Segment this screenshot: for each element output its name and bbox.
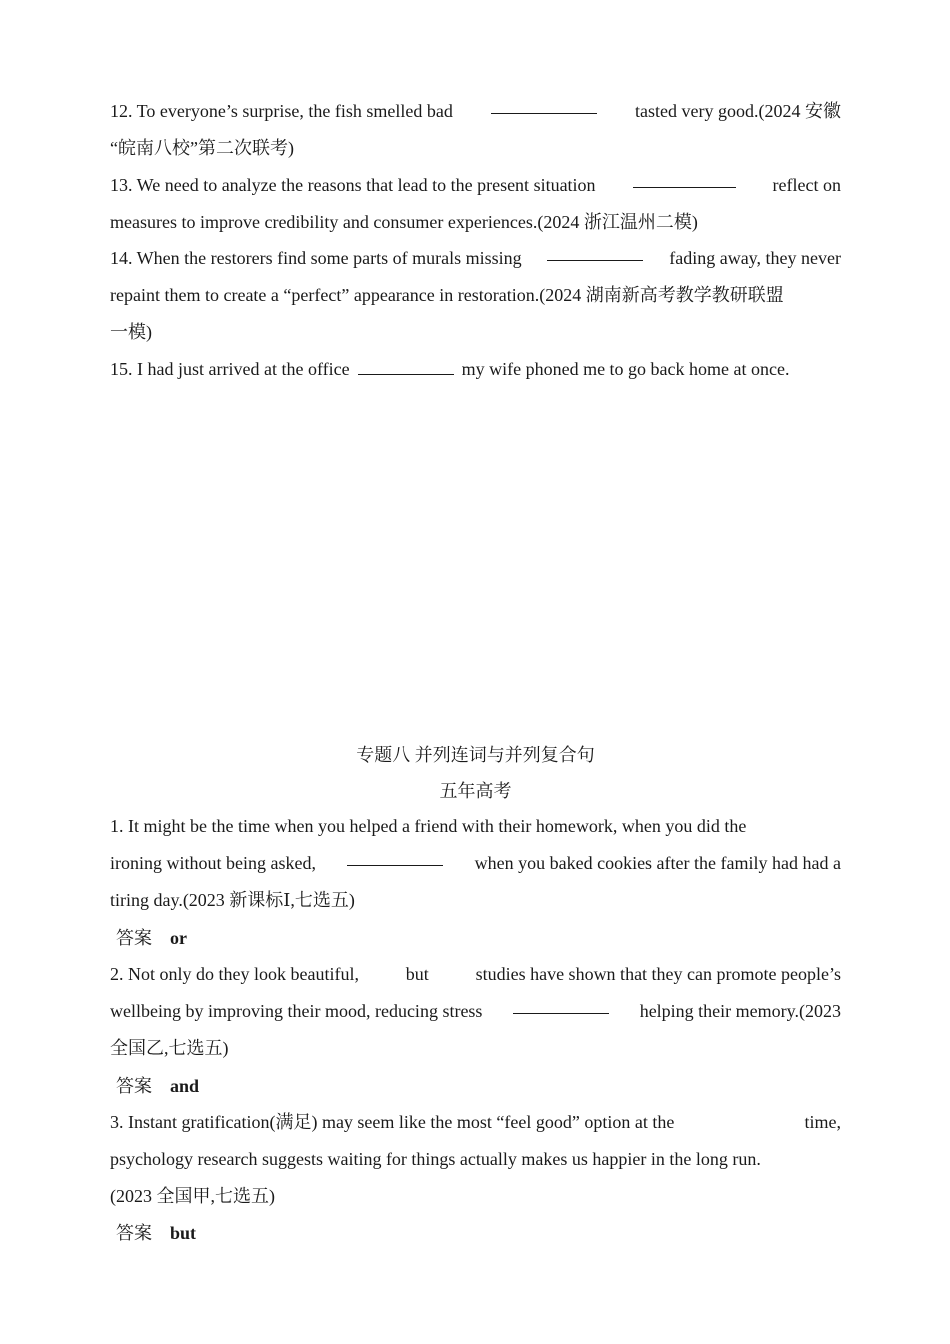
question-1-line3: tiring day.(2023 新课标Ⅰ,七选五)	[110, 890, 355, 910]
answer-value: and	[170, 1076, 200, 1096]
question-3-line3: (2023 全国甲,七选五)	[110, 1186, 275, 1206]
question-2-line1-start: 2. Not only do they look beautiful,	[110, 964, 359, 984]
question-1-line2-end: when you baked cookies after the family had had a	[474, 853, 841, 873]
question-2-line3: 全国乙,七选五)	[110, 1038, 229, 1058]
answer-value: but	[170, 1223, 197, 1243]
question-3	[110, 1104, 841, 1215]
answer-value: or	[170, 928, 187, 948]
question-15-line1-end: my wife phoned me to go back home at once.	[461, 359, 790, 379]
question-15	[110, 351, 841, 388]
question-2	[110, 956, 841, 1067]
question-2-line1-end: studies have shown that they can promote people’s	[475, 964, 841, 984]
question-1	[110, 808, 841, 919]
question-12-line2: “皖南八校”第二次联考)	[110, 138, 294, 158]
question-12	[110, 93, 841, 167]
question-12-blank	[491, 93, 597, 114]
question-1-answer	[116, 920, 187, 957]
question-14	[110, 240, 841, 351]
answer-label: 答案	[116, 1076, 152, 1096]
question-3-line1-end: time,	[804, 1112, 841, 1132]
question-1-line2-start: ironing without being asked,	[110, 853, 316, 873]
question-1-blank	[347, 845, 443, 866]
section-title: 专题八 并列连词与并列复合句	[356, 745, 595, 765]
question-3-line1-start: 3. Instant gratification(满足) may seem like the most “feel good” option at the	[110, 1112, 675, 1132]
question-2-line2-end: helping their memory.(2023	[639, 1001, 841, 1021]
question-13-line1-start: 13. We need to analyze the reasons that lead to the present situation	[110, 175, 596, 195]
question-14-line2: repaint them to create a “perfect” appearance in restoration.(2024 湖南新高考教学教研联盟	[110, 285, 784, 305]
question-13-line2: measures to improve credibility and consumer experiences.(2024 浙江温州二模)	[110, 212, 698, 232]
question-13-blank	[633, 167, 736, 188]
question-2-filled-blank: but	[405, 964, 429, 984]
question-14-line3: 一模)	[110, 322, 152, 342]
answer-label: 答案	[116, 1223, 152, 1243]
question-3-line2: psychology research suggests waiting for things actually makes us happier in the long run.	[110, 1149, 761, 1169]
question-2-answer	[116, 1068, 199, 1105]
question-12-line1-end: tasted very good.(2024 安徽	[635, 101, 841, 121]
question-2-line2-start: wellbeing by improving their mood, reducing stress	[110, 1001, 483, 1021]
question-15-blank	[358, 354, 454, 375]
question-14-line1-start: 14. When the restorers find some parts of murals missing	[110, 248, 522, 268]
question-15-line1-start: 15. I had just arrived at the office	[110, 359, 350, 379]
section-subtitle: 五年高考	[439, 781, 512, 801]
question-13-line1-end: reflect on	[772, 175, 841, 195]
question-12-line1-start: 12. To everyone’s surprise, the fish smelled bad	[110, 101, 453, 121]
question-3-gap	[719, 1104, 759, 1141]
question-14-line1-end: fading away, they never	[669, 248, 841, 268]
question-13	[110, 167, 841, 241]
question-2-blank	[513, 993, 609, 1014]
question-1-line1: 1. It might be the time when you helped a friend with their homework, when you did the	[110, 816, 747, 836]
question-3-answer	[116, 1215, 196, 1252]
question-14-blank	[547, 240, 643, 261]
answer-label: 答案	[116, 928, 152, 948]
